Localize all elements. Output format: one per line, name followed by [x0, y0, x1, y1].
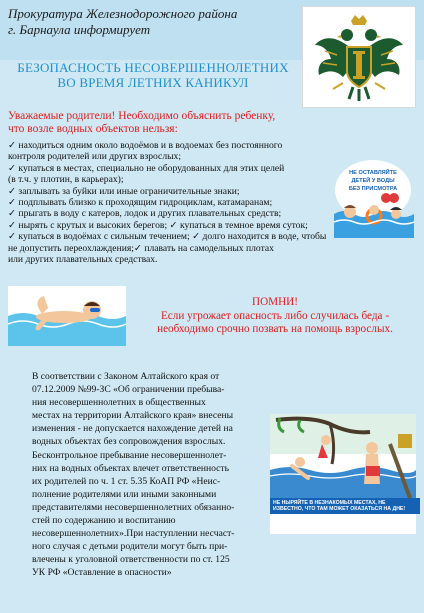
swimmer-illustration-icon [8, 286, 126, 346]
remember-block [132, 296, 418, 337]
rule-line: (в т.ч. у плотин, в карьерах); [8, 174, 124, 186]
org-line-1: Прокуратура Железнодорожного района [8, 6, 238, 21]
law-line: полнение родителями или иными законными [32, 488, 217, 500]
law-line: В соответствии с Законом Алтайского края от [32, 371, 220, 382]
law-line: водных объектах без сопровождения взрослых. [32, 436, 226, 448]
law-line: УК РФ «Оставление в опасности» [32, 567, 172, 579]
kids-card-illustration-icon [330, 156, 416, 238]
diving-children-illustration-icon [270, 414, 416, 534]
illustration-caption: НЕ НЫРЯЙТЕ В НЕЗНАКОМЫХ МЕСТАХ, НЕ ИЗВЕСТНО, ЧТО ТАМ МОЖЕТ ОКАЗАТЬСЯ НА ДНЕ! [270, 498, 420, 514]
law-line: их родителей по ч. 1 ст. 5.35 КоАП РФ «Неис- [32, 475, 221, 487]
remember-line-1: Если угрожает опасность либо случилась беда - [160, 309, 390, 322]
law-line: изменения - не допускается нахождение детей на [32, 423, 233, 435]
org-line-2: г. Барнаула информирует [8, 22, 151, 37]
remember-heading: ПОМНИ! [252, 296, 298, 308]
rule-line: ✓ купаться в водоёмах с сильным течением; ✓ долго находится в воде, чтобы [8, 231, 327, 243]
side-card-line-2: ДЕТЕЙ У ВОДЫ [351, 178, 395, 184]
rule-line: ✓ подплывать близко к проходящим гидроциклам, катамаранам; [8, 197, 273, 209]
law-line: Бесконтрольное пребывание несовершеннолет- [32, 449, 227, 461]
rule-line: контроля родителей или других взрослых; [8, 151, 182, 163]
rule-line: не допустить переохлаждения;✓ плавать на самодельных плотах [8, 242, 274, 254]
rule-line: или других плавательных средствах. [8, 254, 158, 266]
title-line-1: БЕЗОПАСНОСТЬ НЕСОВЕРШЕННОЛЕТНИХ [17, 60, 289, 75]
rule-line: ✓ нырять с крутых и высоких берегов; ✓ купаться в темное время суток; [8, 219, 308, 231]
rule-line: ✓ купаться в местах, специально не оборудованных для этих целей [8, 162, 285, 174]
law-line: несовершеннолетних».При наступлении несчаст- [32, 528, 235, 540]
intro-line-2: что возле водных объектов нельзя: [8, 123, 178, 135]
rules-list [8, 140, 348, 265]
law-paragraph [32, 370, 268, 580]
page-title [8, 60, 298, 90]
organization-header [8, 6, 278, 38]
law-line: ния несовершеннолетних в общественных [32, 397, 206, 409]
rule-line: ✓ прыгать в воду с катеров, лодок и других плавательных средств; [8, 208, 282, 220]
remember-line-2: необходимо срочно позвать на помощь взрослых. [157, 323, 393, 336]
law-line: ного случая с детьми родители могут быть при- [32, 541, 228, 553]
side-card-line-3: БЕЗ ПРИСМОТРА [348, 186, 398, 192]
law-line: 07.12.2009 №99-ЗС «Об ограничении пребыва- [32, 384, 225, 396]
parents-intro [8, 110, 338, 136]
rule-line: ✓ заплывать за буйки или иные ограничительные знаки; [8, 185, 240, 197]
law-line: влечены к уголовной ответственности по ст. 125 [32, 554, 230, 566]
side-card-line-1: НЕ ОСТАВЛЯЙТЕ [349, 170, 397, 176]
prosecutor-emblem-icon [302, 6, 416, 108]
law-line: них на водных объектах влечет ответственность [32, 462, 229, 474]
law-line: местах на территории Алтайского края» внесены [32, 410, 234, 422]
intro-line-1: Уважаемые родители! Необходимо объяснить ребенку, [8, 110, 276, 122]
rule-line: ✓ находиться одним около водоёмов и в водоемах без постоянного [8, 140, 283, 151]
law-line: стей по содержанию и воспитанию [32, 515, 176, 527]
law-line: представителями несовершеннолетних обязанно- [32, 501, 235, 513]
title-line-2: ВО ВРЕМЯ ЛЕТНИХ КАНИКУЛ [57, 75, 249, 90]
